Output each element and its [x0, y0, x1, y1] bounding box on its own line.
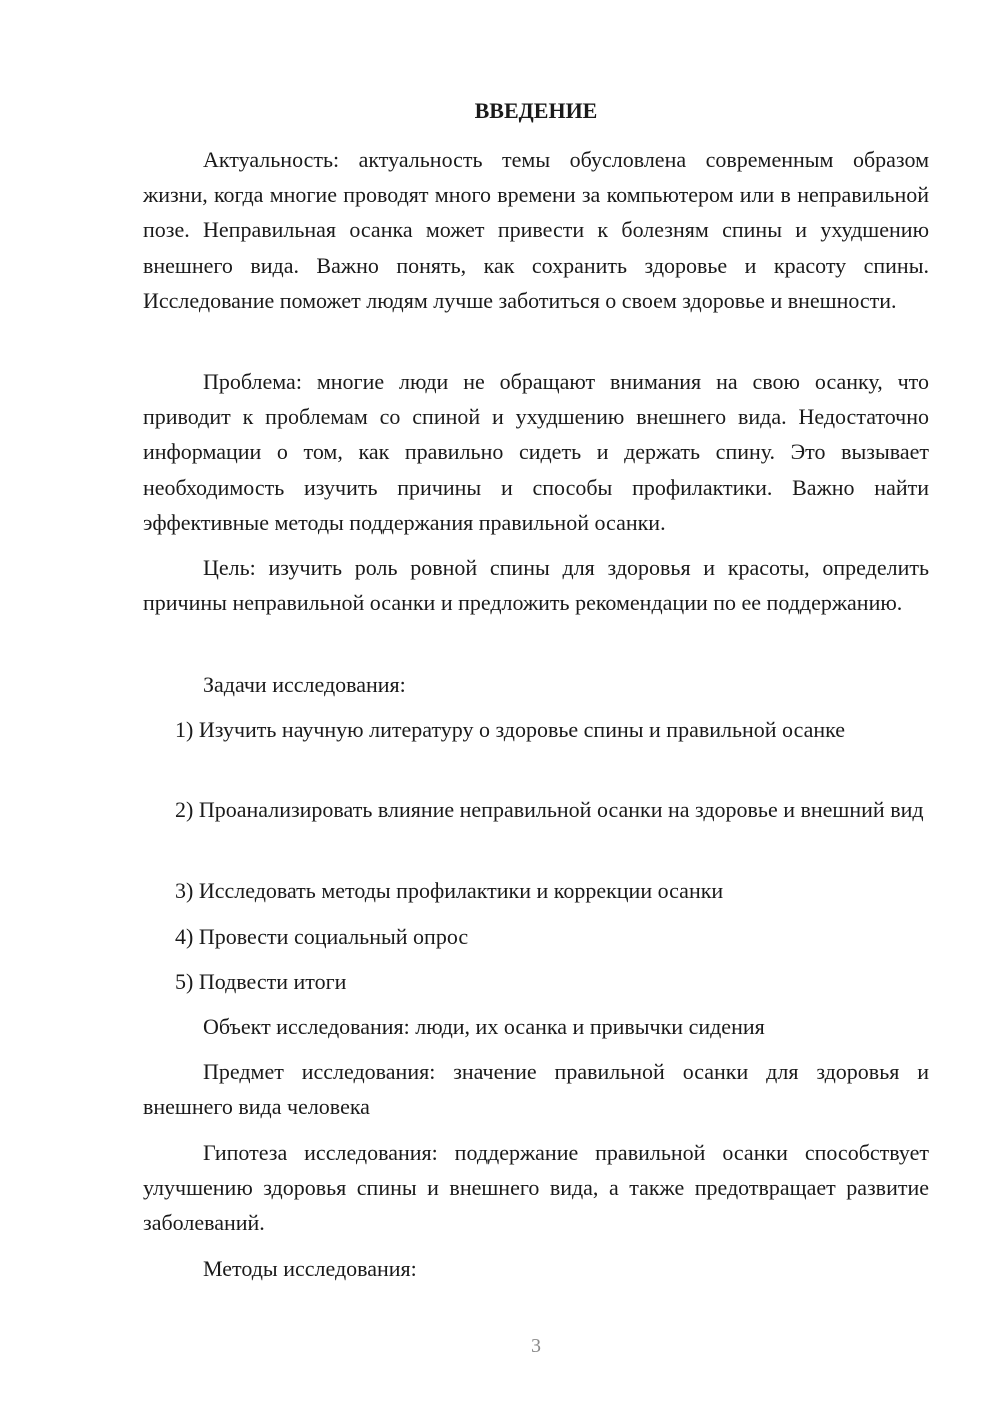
methods-heading: Методы исследования: [203, 1256, 417, 1281]
page-number: 3 [531, 1335, 541, 1357]
task-item-4: 4) Провести социальный опрос [175, 924, 469, 949]
problem-paragraph: Проблема: многие люди не обращают внимания на свою осанку, что приводит к проблемам со спиной и ухудшению внешнего вида. Недостаточно информации о том, как правильно сидеть и держать спину. Это вызывает необходимость изучить причины и способы профилактики. Важно найти эффективные методы поддержания правильной осанки. [143, 369, 929, 535]
task-item-5: 5) Подвести итоги [175, 969, 347, 994]
research-object-paragraph: Объект исследования: люди, их осанка и привычки сидения [203, 1014, 765, 1039]
task-item-3: 3) Исследовать методы профилактики и коррекции осанки [175, 878, 724, 903]
relevance-paragraph: Актуальность: актуальность темы обусловлена современным образом жизни, когда многие проводят много времени за компьютером или в неправильной позе. Неправильная осанка может привести к болезням спины и ухудшению внешнего вида. Важно понять, как сохранить здоровье и красоту спины. Исследование поможет людям лучше заботиться о своем здоровье и внешности. [143, 147, 929, 313]
research-subject-paragraph: Предмет исследования: значение правильной осанки для здоровья и внешнего вида человека [143, 1059, 929, 1120]
task-item-2: 2) Проанализировать влияние неправильной осанки на здоровье и внешний вид [175, 797, 924, 822]
goal-paragraph: Цель: изучить роль ровной спины для здоровья и красоты, определить причины неправильной осанки и предложить рекомендации по ее поддержанию. [143, 555, 929, 616]
task-item-1: 1) Изучить научную литературу о здоровье спины и правильной осанке [175, 717, 846, 742]
tasks-heading: Задачи исследования: [203, 672, 406, 697]
page-title: ВВЕДЕНИЕ [474, 98, 598, 123]
hypothesis-paragraph: Гипотеза исследования: поддержание правильной осанки способствует улучшению здоровья спины и внешнего вида, а также предотвращает развитие заболеваний. [143, 1140, 929, 1236]
